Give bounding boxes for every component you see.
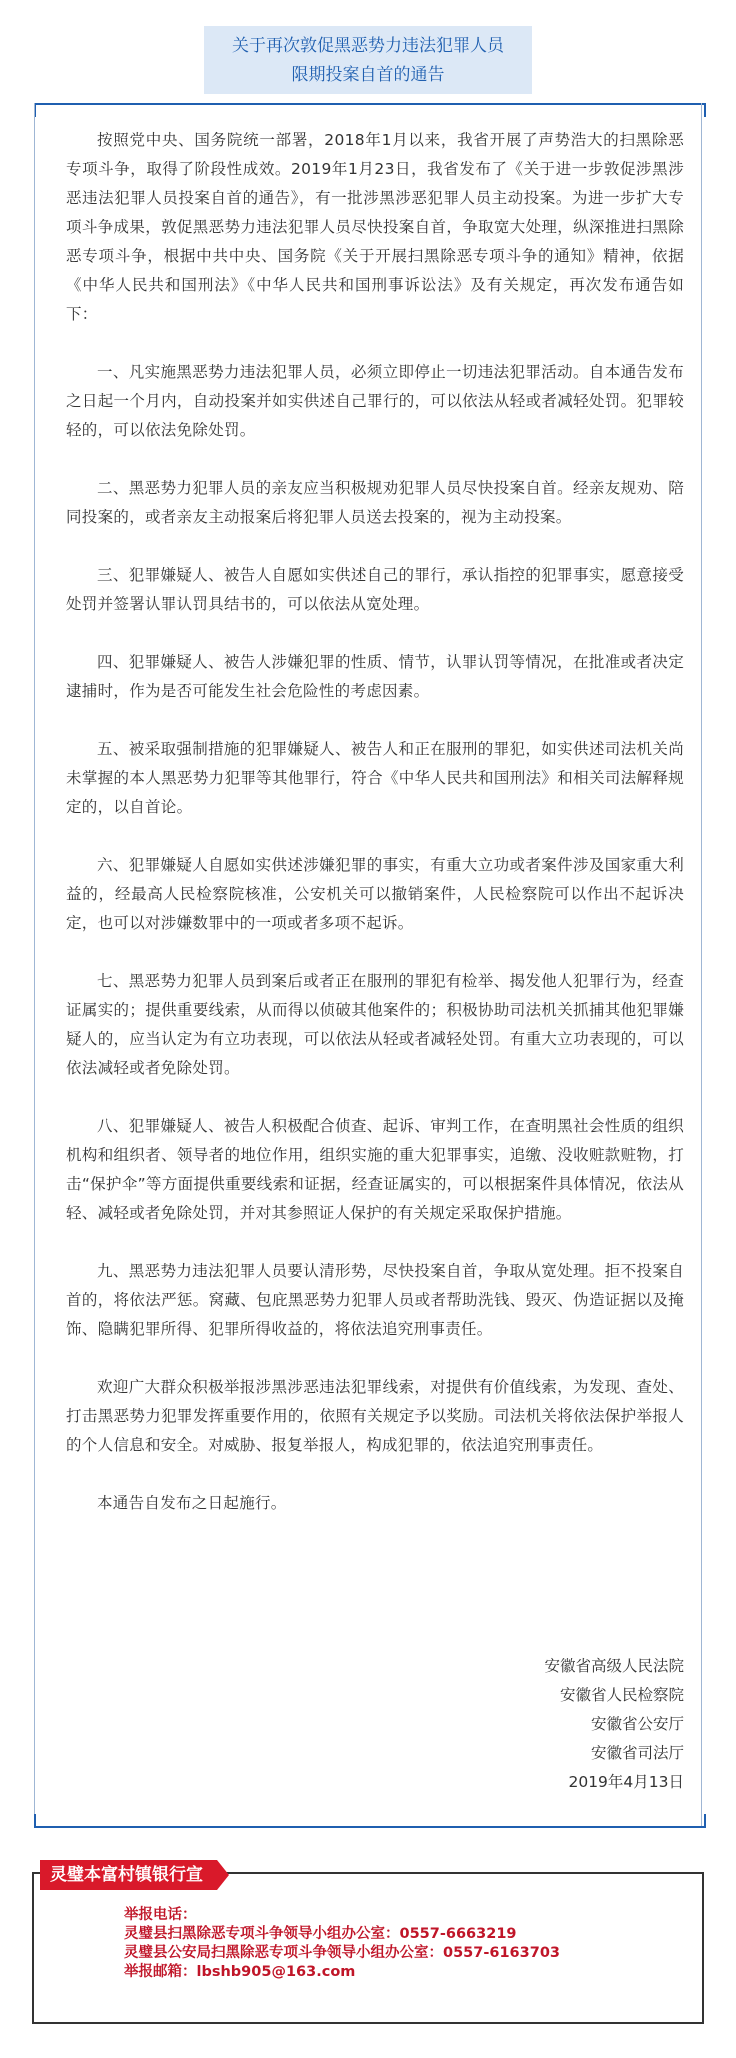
report-phone-county: 灵璧县扫黑除恶专项斗争领导小组办公室：0557-6663219: [124, 1926, 517, 1942]
report-phone-heading: 举报电话：: [124, 1907, 197, 1923]
report-email: 举报邮箱：lbshb905@163.com: [124, 1964, 356, 1980]
frame-left-line: [34, 103, 35, 1828]
paragraph-item-1: 一、凡实施黑恶势力违法犯罪人员，必须立即停止一切违法犯罪活动。自本通告发布之日起一个月内，自动投案并如实供述自己罪行的，可以依法从轻或者减轻处罚。犯罪较轻的，可以依法免除处罚。: [66, 363, 684, 439]
signature-court: 安徽省高级人民法院: [544, 1657, 684, 1675]
report-info: [124, 1906, 560, 1982]
signature-procuratorate: 安徽省人民检察院: [559, 1686, 684, 1704]
signature-justice: 安徽省司法厅: [590, 1744, 684, 1762]
paragraph-item-6: 六、犯罪嫌疑人自愿如实供述涉嫌犯罪的事实，有重大立功或者案件涉及国家重大利益的，经最高人民检察院核准，公安机关可以撤销案件，人民检察院可以作出不起诉决定，也可以对涉嫌数罪中的一项或者多项不起诉。: [66, 856, 684, 932]
paragraph-effective: 本通告自发布之日起施行。: [97, 1494, 287, 1512]
paragraph-item-9: 九、黑恶势力违法犯罪人员要认清形势，尽快投案自首，争取从宽处理。拒不投案自首的，将依法严惩。窝藏、包庇黑恶势力犯罪人员或者帮助洗钱、毁灭、伪造证据以及掩饰、隐瞒犯罪所得、犯罪所得收益的，将依法追究刑事责任。: [66, 1262, 684, 1338]
paragraph-item-5: 五、被采取强制措施的犯罪嫌疑人、被告人和正在服刑的罪犯，如实供述司法机关尚未掌握的本人黑恶势力犯罪等其他罪行，符合《中华人民共和国刑法》和相关司法解释规定的，以自首论。: [66, 740, 684, 816]
paragraph-intro: 按照党中央、国务院统一部署，2018年1月以来，我省开展了声势浩大的扫黑除恶专项斗争，取得了阶段性成效。2019年1月23日，我省发布了《关于进一步敦促涉黑涉恶违法犯罪人员投案自首的通告》，有一批涉黑涉恶犯罪人员主动投案。为进一步扩大专项斗争成果，敦促黑恶势力违法犯罪人员尽快投案自首，争取宽大处理，纵深推进扫黑除恶专项斗争，根据中共中央、国务院《关于开展扫黑除恶专项斗争的通知》精神，依据《中华人民共和国刑法》《中华人民共和国刑事诉讼法》及有关规定，再次发布通告如下：: [66, 131, 684, 323]
notice-title-line-1: 关于再次敦促黑恶势力违法犯罪人员: [232, 36, 504, 56]
notice-body: [66, 126, 684, 1547]
signature-public-security: 安徽省公安厅: [590, 1715, 684, 1733]
signature-block: [544, 1652, 684, 1797]
frame-bottom-bracket: [34, 1814, 706, 1828]
notice-title-line-2: 限期投案自首的通告: [291, 65, 445, 85]
paragraph-item-2: 二、黑恶势力犯罪人员的亲友应当积极规劝犯罪人员尽快投案自首。经亲友规劝、陪同投案的，或者亲友主动报案后将犯罪人员送去投案的，视为主动投案。: [66, 479, 684, 526]
frame-top-bracket: [34, 103, 706, 117]
paragraph-item-3: 三、犯罪嫌疑人、被告人自愿如实供述自己的罪行，承认指控的犯罪事实，愿意接受处罚并签署认罪认罚具结书的，可以依法从宽处理。: [66, 566, 684, 613]
notice-title: [204, 26, 532, 94]
paragraph-item-4: 四、犯罪嫌疑人、被告人涉嫌犯罪的性质、情节，认罪认罚等情况，在批准或者决定逮捕时，作为是否可能发生社会危险性的考虑因素。: [66, 653, 684, 700]
frame-right-line: [701, 103, 702, 1828]
paragraph-item-8: 八、犯罪嫌疑人、被告人积极配合侦查、起诉、审判工作，在查明黑社会性质的组织机构和组织者、领导者的地位作用，组织实施的重大犯罪事实，追缴、没收赃款赃物，打击“保护伞”等方面提供重要线索和证据，经查证属实的，可以根据案件具体情况，依法从轻、减轻或者免除处罚，并对其参照证人保护的有关规定采取保护措施。: [66, 1117, 684, 1222]
paragraph-reward: 欢迎广大群众积极举报涉黑涉恶违法犯罪线索，对提供有价值线索，为发现、查处、打击黑恶势力犯罪发挥重要作用的，依照有关规定予以奖励。司法机关将依法保护举报人的个人信息和安全。对威胁、报复举报人，构成犯罪的，依法追究刑事责任。: [66, 1378, 684, 1454]
report-phone-police: 灵璧县公安局扫黑除恶专项斗争领导小组办公室：0557-6163703: [124, 1945, 560, 1961]
report-tag: 灵璧本富村镇银行宣: [40, 1860, 217, 1890]
report-box: [32, 1865, 704, 2024]
signature-date: 2019年4月13日: [568, 1773, 684, 1791]
paragraph-item-7: 七、黑恶势力犯罪人员到案后或者正在服刑的罪犯有检举、揭发他人犯罪行为，经查证属实的；提供重要线索，从而得以侦破其他案件的；积极协助司法机关抓捕其他犯罪嫌疑人的，应当认定为有立功表现，可以依法从轻或者减轻处罚。有重大立功表现的，可以依法减轻或者免除处罚。: [66, 972, 684, 1077]
